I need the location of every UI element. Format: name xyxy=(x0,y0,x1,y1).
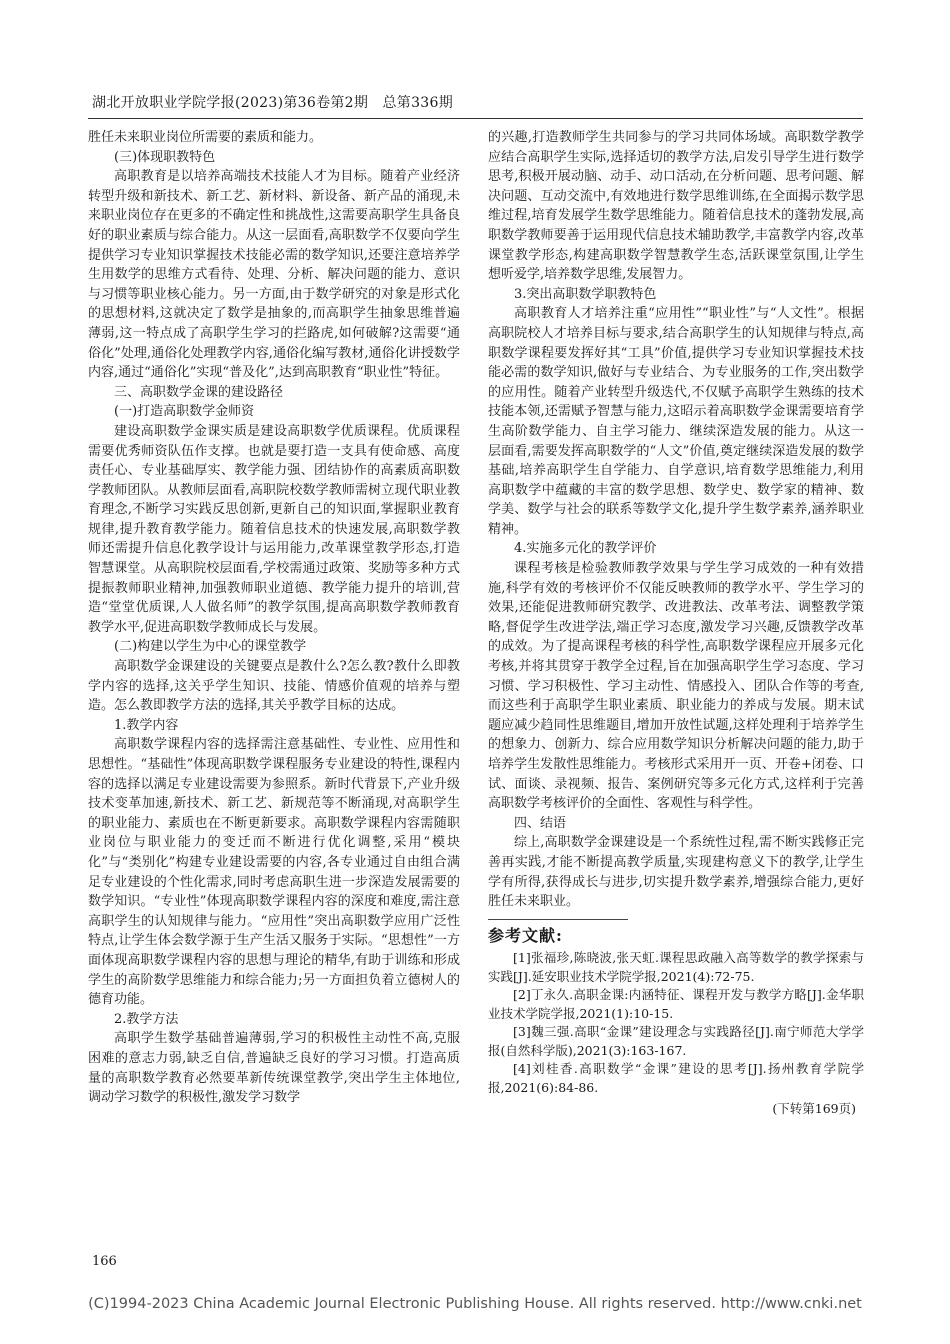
continued-note: (下转第169页) xyxy=(772,1101,856,1117)
section-heading: 2.教学方法 xyxy=(114,1011,179,1027)
header-rule xyxy=(88,118,863,119)
paragraph: 课程考核是检验教师教学效果与学生学习成效的一种有效措施,科学有效的考核评价不仅能反映教师的教学水平、学生学习的效果,还能促进教师研究教学、改进教法、改革考法、调整教学策略,督促学生改进学法,端正学习态度,激发学习兴趣,反馈教学改革的成效。为了提高课程考核的科学性,高职数学课程应开展多元化考核,并将其贯穿于教学全过程,旨在加强高职学生学习态度、学习习惯、学习积极性、学习主动性、情感投入、团队合作等的考查,而这些利于高职学生职业素质、职业能力的养成与发展。期末试题应减少趋同性思维题目,增加开放性试题,这样处理利于培养学生的想象力、创新力、综合应用数学知识分析解决问题的能力,助于培养学生发散性思维能力。考核形式采用开一页、开卷+闭卷、口试、面谈、录视频、报告、案例研究等多元化方式,这样利于完善高职数学考核评价的全面性、客观性与科学性。 xyxy=(488,561,864,812)
section-heading: (一)打造高职数学金师资 xyxy=(114,404,255,420)
reference-item: [4]刘桂香.高职数学“金课”建设的思考[J].扬州教育学院学报,2021(6):84-86. xyxy=(488,1061,864,1095)
reference-item: [2]丁永久.高职金课:内涵特征、课程开发与教学方略[J].金华职业技术学院学报,2021(1):10-15. xyxy=(488,987,864,1021)
paragraph: 胜任未来职业岗位所需要的素质和能力。 xyxy=(88,130,323,145)
section-heading: 3.突出高职数学职教特色 xyxy=(514,286,657,302)
paragraph: 高职教育是以培养高端技术技能人才为目标。随着产业经济转型升级和新技术、新工艺、新材料、新设备、新产品的涌现,未来职业岗位存在更多的不确定性和挑战性,这需要高职学生具备良好的职业素质与综合能力。从这一层面看,高职数学不仅要向学生提供学习专业知识掌握技术技能必需的数学知识,还要注意培养学生用数学的思维方式看待、处理、分析、解决问题的能力、意识与习惯等职业核心能力。另一方面,由于数学研究的对象是形式化的思想材料,这就决定了数学是抽象的,而高职学生抽象思维普遍薄弱,这一特点成了高职学生学习的拦路虎,如何破解?这需要“通俗化”处理,通俗化处理教学内容,通俗化编写教材,通俗化讲授数学内容,通过“通俗化”实现“普及化”,达到高职教育“职业性”特征。 xyxy=(88,169,460,381)
references-title: 参考文献: xyxy=(488,925,563,945)
section-heading: 4.实施多元化的教学评价 xyxy=(514,541,657,557)
references-list xyxy=(488,949,864,1097)
references-rule xyxy=(488,919,628,920)
page-number: 166 xyxy=(92,1254,117,1269)
section-heading: 三、高职数学金课的建设路径 xyxy=(114,384,284,400)
paragraph: 的兴趣,打造教师学生共同参与的学习共同体场域。高职数学教学应结合高职学生实际,选择适切的教学方法,启发引导学生进行数学思考,积极开展动脑、动手、动口活动,在分析问题、思考问题、解决问题、互动交流中,有效地进行数学思维训练,在全面揭示数学思维过程,培育发展学生数学思维能力。随着信息技术的蓬勃发展,高职数学教师要善于运用现代信息技术辅助教学,丰富教学内容,改革课堂教学形态,构建高职数学智慧教学生态,活跃课堂氛围,让学生想听爱学,培养数学思维,发展智力。 xyxy=(488,130,864,283)
reference-item: [1]张福珍,陈晓波,张天虹.课程思政融入高等数学的教学探索与实践[J].延安职业技术学院学报,2021(4):72-75. xyxy=(488,950,864,984)
section-heading: (二)构建以学生为中心的课堂教学 xyxy=(114,639,307,655)
copyright-footer: (C)1994-2023 China Academic Journal Electronic Publishing House. All rights reserved. http://www.cnki.net xyxy=(88,1296,862,1312)
journal-header: 湖北开放职业学院学报(2023)第36卷第2期 总第336期 xyxy=(92,95,453,111)
paragraph: 建设高职数学金课实质是建设高职数学优质课程。优质课程需要优秀师资队伍作支撑。也就是要打造一支具有使命感、高度责任心、专业基础厚实、教学能力强、团结协作的高素质高职数学教师团队。从教师层面看,高职院校数学教师需树立现代职业教育理念,不断学习实践反思创新,更新自己的知识面,掌握职业教育规律,提升教育教学能力。随着信息技术的快速发展,高职数学教师还需提升信息化教学设计与运用能力,改革课堂教学形态,打造智慧课堂。从高职院校层面看,学校需通过政策、奖励等多种方式提振教师职业精神,加强教师职业道德、教学能力提升的培训,营造“堂堂优质课,人人做名师”的教学氛围,提高高职数学教师教育教学水平,促进高职数学教师成长与发展。 xyxy=(88,423,460,635)
section-heading: 1.教学内容 xyxy=(114,717,179,733)
section-heading: 四、结语 xyxy=(514,815,567,831)
reference-item: [3]魏三强.高职“金课”建设理念与实践路径[J].南宁师范大学学报(自然科学版),2021(3):163-167. xyxy=(488,1024,864,1058)
section-heading: (三)体现职教特色 xyxy=(114,149,216,165)
paragraph: 高职数学金课建设的关键要点是教什么?怎么教?教什么即教学内容的选择,这关乎学生知识、技能、情感价值观的培养与塑造。怎么教即教学方法的选择,其关乎教学目标的达成。 xyxy=(88,659,460,714)
right-column xyxy=(488,128,864,1119)
paragraph: 高职学生数学基础普遍薄弱,学习的积极性主动性不高,克服困难的意志力弱,缺乏自信,普遍缺乏良好的学习习惯。打造高质量的高职数学教育必然要革新传统课堂教学,突出学生主体地位,调动学习数学的积极性,激发学习数学 xyxy=(88,1031,460,1106)
paragraph: 高职教育人才培养注重“应用性”“职业性”与“人文性”。根据高职院校人才培养目标与要求,结合高职学生的认知规律与特点,高职数学课程要发挥好其“工具”价值,提供学习专业知识掌握技术技能必需的数学知识,做好与专业结合、为专业服务的工作,突出数学的应用性。随着产业转型升级迭代,不仅赋予高职学生熟练的技术技能本领,还需赋予智慧与能力,这昭示着高职数学金课需要培育学生高阶数学能力、自主学习能力、继续深造发展的能力。从这一层面看,需要发挥高职数学的“人文”价值,奠定继续深造发展的数学基础,培养高职学生自学能力、自学意识,培育数学思维能力,利用高职数学中蕴藏的丰富的数学思想、数学史、数学家的精神、数学美、数学与社会的联系等数学文化,提升学生数学素养,涵养职业精神。 xyxy=(488,306,864,537)
paragraph: 高职数学课程内容的选择需注意基础性、专业性、应用性和思想性。“基础性”体现高职数学课程服务专业建设的特性,课程内容的选择以满足专业建设需要为参照系。新时代背景下,产业升级技术变革加速,新技术、新工艺、新规范等不断涌现,对高职学生的职业能力、素质也在不断更新要求。高职数学课程内容需随职业岗位与职业能力的变迁而不断进行优化调整,采用“模块化”与“类别化”构建专业建设需要的内容,各专业通过自由组合满足专业建设的个性化需求,同时考虑高职生进一步深造发展需要的数学知识。“专业性”体现高职数学课程内容的深度和难度,需注意高职学生的认知规律与能力。“应用性”突出高职数学应用广泛性特点,让学生体会数学源于生产生活又服务于实际。“思想性”一方面体现高职数学课程内容的思想与理论的精华,有助于训练和形成学生的高阶数学思维能力和综合能力;另一方面担负着立德树人的德育功能。 xyxy=(88,737,460,1008)
paragraph: 综上,高职数学金课建设是一个系统性过程,需不断实践修正完善再实践,才能不断提高教学质量,实现建构意义下的教学,让学生学有所得,获得成长与进步,切实提升数学素养,增强综合能力,更好胜任未来职业。 xyxy=(488,835,864,910)
left-column xyxy=(88,128,460,1108)
